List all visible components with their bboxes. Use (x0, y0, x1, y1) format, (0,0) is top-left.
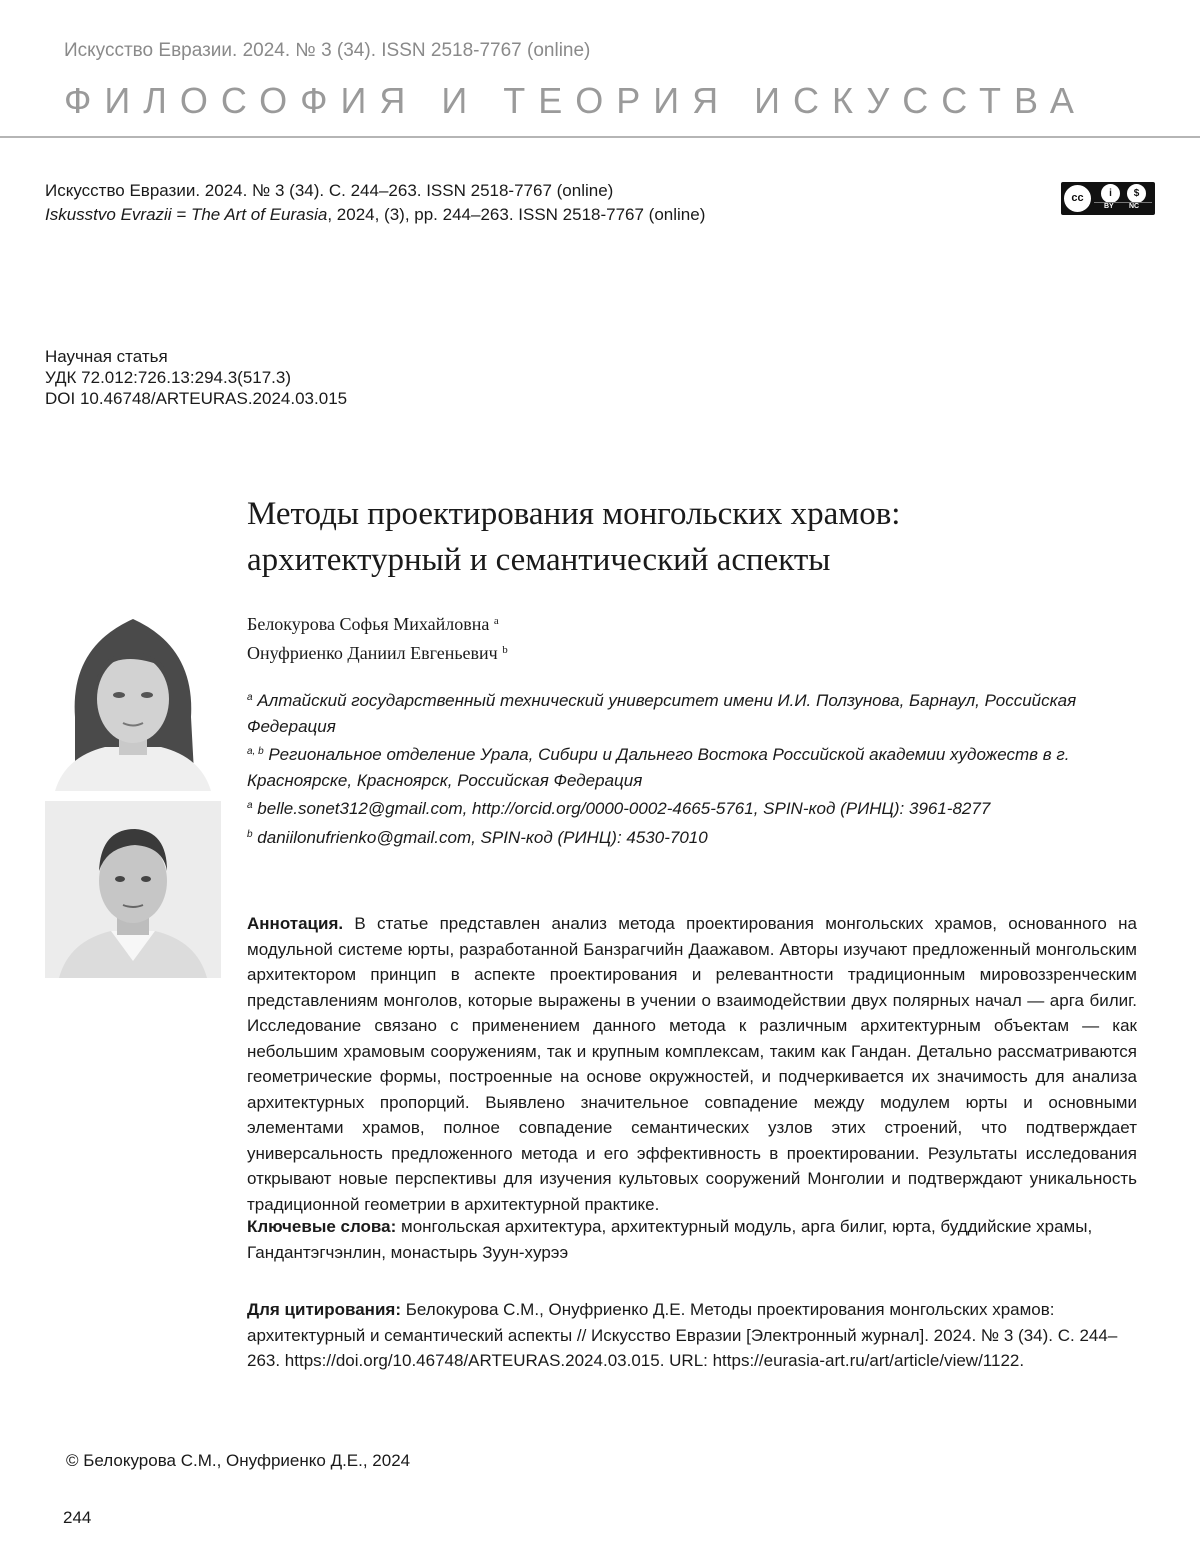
author-affil-mark: b (502, 644, 508, 656)
keywords (247, 1214, 1137, 1265)
author-photo-2 (45, 801, 221, 978)
license-stripe (1094, 202, 1152, 214)
affiliation-mark: a (247, 692, 253, 703)
affiliation-text: Алтайский государственный технический университет имени И.И. Ползунова, Барнаул, Российская Федерация (247, 691, 1077, 736)
article-title-line-2: архитектурный и семантический аспекты (247, 542, 831, 578)
journal-citation-en-rest: , 2024, (3), pp. 244–263. ISSN 2518-7767 (online) (327, 205, 706, 224)
abstract-label: Аннотация. (247, 914, 344, 933)
author-list (247, 608, 508, 666)
cc-by-nc-license-icon[interactable] (1061, 182, 1155, 215)
affiliation-text: Региональное отделение Урала, Сибири и Дальнего Востока Российской академии художеств в г. Красноярске, Красноярск, Российская Федерация (247, 745, 1070, 790)
article-meta (45, 346, 347, 409)
license-by-label: BY (1104, 203, 1114, 210)
copyright-notice: © Белокурова С.М., Онуфриенко Д.Е., 2024 (66, 1451, 411, 1470)
attribution-icon: i (1101, 184, 1120, 203)
journal-name-translit: Iskusstvo Evrazii = The Art of Eurasia (45, 205, 328, 224)
author-2 (247, 637, 508, 666)
journal-citation-ru: Искусство Евразии. 2024. № 3 (34). С. 244–263. ISSN 2518-7767 (online) (45, 181, 614, 200)
portrait-man-image (45, 801, 221, 978)
contact-text[interactable]: belle.sonet312@gmail.com, http://orcid.org/0000-0002-4665-5761, SPIN-код (РИНЦ): 3961-8277 (257, 799, 991, 818)
contact-a (247, 793, 1157, 822)
contact-b (247, 822, 1157, 851)
article-title-line-1: Методы проектирования монгольских храмов: (247, 496, 901, 532)
affiliation-mark: a, b (247, 746, 264, 757)
cc-icon: cc (1064, 185, 1091, 212)
affiliation-ab (247, 739, 1157, 793)
udc-code: УДК 72.012:726.13:294.3(517.3) (45, 368, 292, 387)
author-1 (247, 608, 508, 637)
author-photo-1 (45, 607, 221, 791)
contact-text[interactable]: daniilonufrienko@gmail.com, SPIN-код (РИНЦ): 4530-7010 (257, 827, 708, 847)
how-to-cite-text[interactable]: Белокурова С.М., Онуфриенко Д.Е. Методы проектирования монгольских храмов: архитектурный и семантический аспекты // Искусство Евразии [Электронный журнал]. 2024. № 3 (34). С. 244–263. https://doi.org/10.46748/ARTEURAS.2024.03.015. URL: https://eurasia-art.ru/art/article/view/1122. (247, 1300, 1118, 1370)
how-to-cite (247, 1297, 1137, 1374)
doi[interactable]: DOI 10.46748/ARTEURAS.2024.03.015 (45, 389, 348, 408)
section-heading: ФИЛОСОФИЯ И ТЕОРИЯ ИСКУССТВА (64, 80, 1087, 121)
article-type: Научная статья (45, 347, 168, 366)
keywords-text: монгольская архитектура, архитектурный модуль, арга билиг, юрта, буддийские храмы, Гандантэгчэнлин, монастырь Зуун-хурээ (247, 1217, 1093, 1262)
keywords-label: Ключевые слова: (247, 1217, 397, 1236)
article-title (247, 491, 1147, 583)
running-head: Искусство Евразии. 2024. № 3 (34). ISSN 2518-7767 (online) (64, 40, 591, 61)
noncommercial-icon: $ (1127, 184, 1146, 203)
author-affil-mark: a (493, 615, 499, 627)
journal-citation-block (45, 179, 705, 227)
affiliation-a (247, 685, 1157, 739)
journal-citation-en (45, 203, 705, 227)
author-name: Онуфриенко Даниил Евгеньевич (247, 643, 498, 663)
affiliation-mark: b (247, 828, 253, 840)
abstract-text: В статье представлен анализ метода проектирования монгольских храмов, основанного на модульной системе юрты, разработанной Банзрагчийн Даажавом. Авторы изучают предложенный монгольским архитектором принцип в аспекте проектирования и релевантности традиционным мировоззренческим представлениям монголов, которые выражены в учении о взаимодействии двух полярных начал — арга билиг. Исследование связано с применением данного метода к различным архитектурным объектам — как небольшим храмовым сооружениям, так и крупным комплексам, таким как Гандан. Детально рассматриваются геометрические формы, построенные на основе окружностей, и подчеркивается их значимость для анализа архитектурных пропорций. Выявлено значительное совпадение между модулем юрты и основными элементами храмов, полное совпадение семантических узлов этих строений, что подтверждает универсальность предложенного метода и его эффективность в проектировании. Результаты исследования открывают новые перспективы для изучения культовых сооружений Монголии и подтверждают уникальность традиционной геометрии в архитектурной практике. (247, 914, 1137, 1214)
header-divider (0, 136, 1200, 138)
how-to-cite-label: Для цитирования: (247, 1300, 401, 1319)
portrait-woman-image (45, 607, 221, 791)
author-name: Белокурова Софья Михайловна (247, 614, 490, 634)
affiliations (247, 685, 1157, 850)
license-nc-label: NC (1129, 203, 1140, 210)
affiliation-mark: a (247, 800, 253, 811)
page-number: 244 (63, 1508, 92, 1527)
abstract (247, 911, 1137, 1217)
